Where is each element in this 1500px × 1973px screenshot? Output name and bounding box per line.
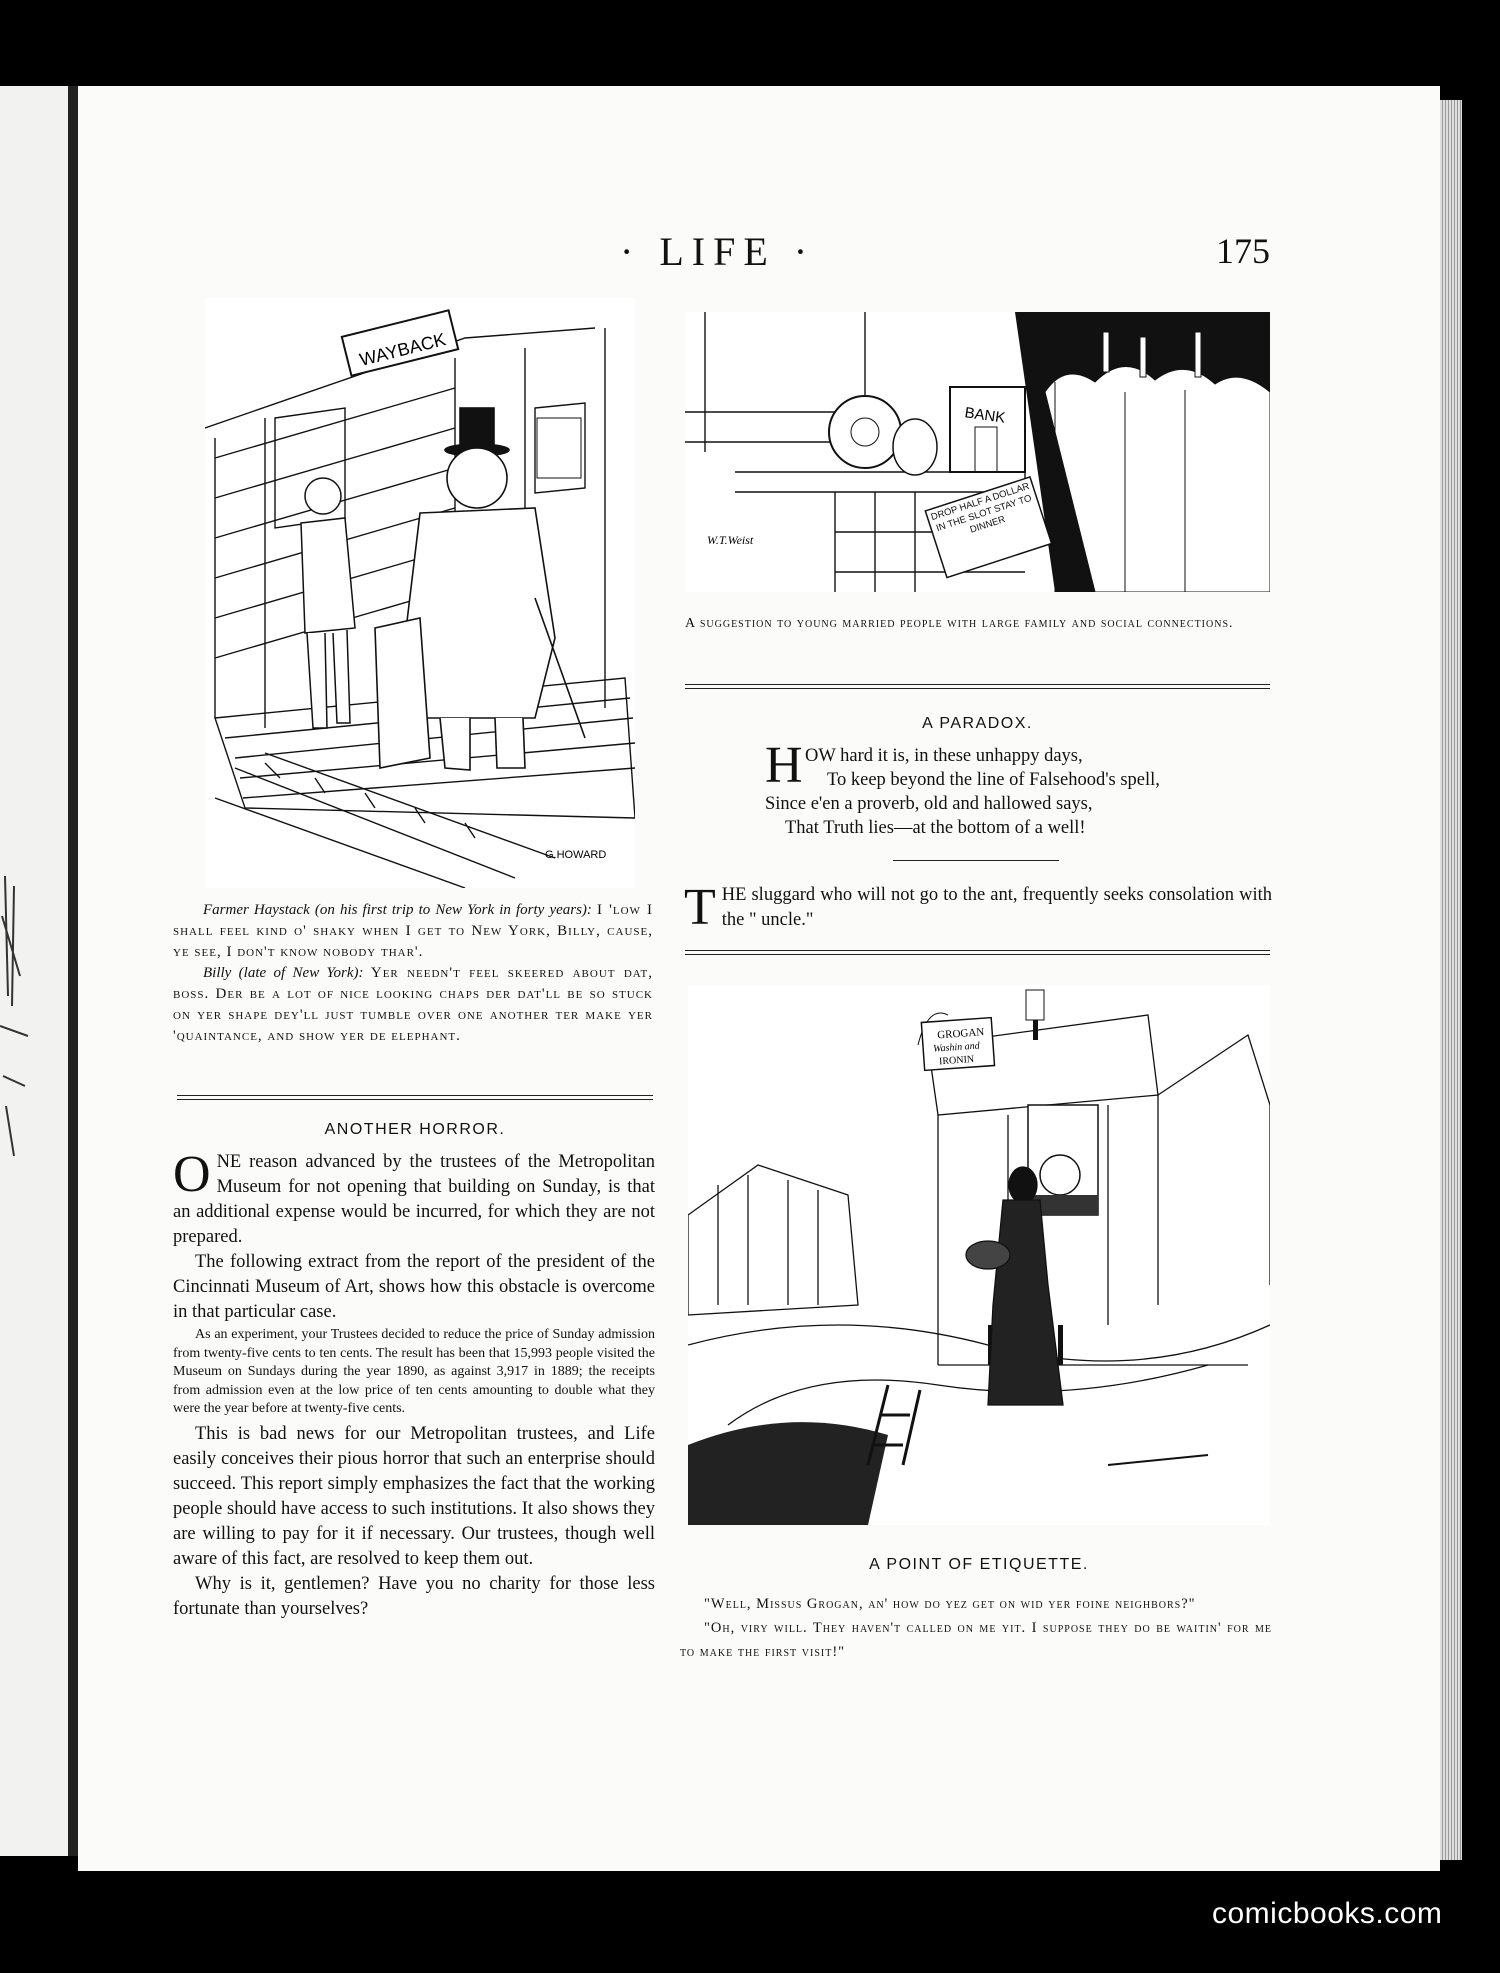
farmer-station-illustration xyxy=(205,298,635,888)
grogan-sign-line-3: IRONIN xyxy=(938,1053,975,1068)
farmer-dialogue-caption xyxy=(173,900,653,1047)
grogan-sign-line-1: GROGAN xyxy=(936,1026,985,1042)
billy-line: Yer needn't feel skeered about dat, boss. Der be a lot of nice looking chaps der dat'll be so stuck on yer shape dey'll just tumble over one another ter make yer 'quaintance, and show yer de elephant. xyxy=(173,965,653,1044)
suggestion-caption: A suggestion to young married people with large family and social connections. xyxy=(685,616,1234,631)
bank-suggestion-illustration xyxy=(685,312,1270,592)
paradox-line-1: OW hard it is, in these unhappy days, xyxy=(805,746,1083,766)
signature-weist: W.T.Weist xyxy=(707,533,754,547)
page-number: 175 xyxy=(1216,231,1270,271)
sluggard-text: HE sluggard who will not go to the ant, frequently seeks consolation with the " uncle." xyxy=(721,885,1272,930)
section-rule xyxy=(685,684,1270,689)
previous-page-edge xyxy=(0,86,68,1856)
etiquette-heading: A POINT OF ETIQUETTE. xyxy=(869,1556,1089,1573)
another-horror-para-4: Why is it, gentlemen? Have you no charity for those less fortunate than yourselves? xyxy=(173,1573,655,1619)
previous-page-sketch xyxy=(0,876,30,1176)
paradox-line-3: Since e'en a proverb, old and hallowed says, xyxy=(765,794,1093,814)
another-horror-para-1: NE reason advanced by the trustees of the Metropolitan Museum for not opening that building on Sunday, is that an additional expense would be incurred, for which they are not prepared. xyxy=(173,1152,655,1247)
section-rule xyxy=(685,950,1270,955)
artist-signature-howard: G.HOWARD xyxy=(545,849,607,861)
watermark-text: comicbooks.com xyxy=(1212,1897,1443,1930)
grogan-etiquette-illustration xyxy=(688,985,1270,1525)
another-horror-dropcap: O xyxy=(173,1146,211,1203)
paradox-line-4: That Truth lies—at the bottom of a well! xyxy=(785,818,1086,838)
grogan-sign-line-2: Washin and xyxy=(932,1040,981,1055)
running-head: · LIFE · xyxy=(620,229,816,274)
another-horror-para-3: This is bad news for our Metropolitan trustees, and Life easily conceives their pious horror that such an enterprise should succeed. This report simply emphasizes the fact that the working people should have access to such institutions. It also shows they are willing to pay for it if necessary. Our trustees, though well aware of this fact, are resolved to keep them out. xyxy=(173,1423,655,1569)
paradox-line-2: To keep beyond the line of Falsehood's spell, xyxy=(827,770,1160,790)
etiquette-line-1: "Well, Missus Grogan, an' how do yez get on wid yer foine neighbors?" xyxy=(704,1596,1196,1612)
bank-label: BANK xyxy=(963,404,1007,427)
book-spine xyxy=(68,86,78,1856)
sluggard-dropcap: T xyxy=(684,879,716,936)
section-rule xyxy=(177,1095,653,1100)
another-horror-article xyxy=(173,1146,655,1622)
farmer-speaker: Farmer Haystack (on his first trip to New York in forty years): xyxy=(203,902,592,918)
wayback-sign: WAYBACK xyxy=(357,329,448,370)
paradox-dropcap: H xyxy=(765,737,803,794)
billy-speaker: Billy (late of New York): xyxy=(203,965,364,981)
etiquette-line-2: "Oh, viry will. They haven't called on me yit. I suppose they do be waitin' for me to make the first visit!" xyxy=(680,1620,1272,1660)
etiquette-dialogue-caption xyxy=(680,1592,1272,1664)
paradox-poem xyxy=(765,737,1235,840)
bank-slot-card: DROP HALF A DOLLAR IN THE SLOT STAY TO DINNER xyxy=(929,480,1034,536)
another-horror-heading: ANOTHER HORROR. xyxy=(324,1121,506,1138)
page-stack-edge xyxy=(1440,100,1462,1860)
short-rule xyxy=(893,860,1059,861)
another-horror-para-2: The following extract from the report of the president of the Cincinnati Museum of Art, shows how this obstacle is overcome in that particular case. xyxy=(173,1252,655,1322)
cincinnati-report-quote: As an experiment, your Trustees decided to reduce the price of Sunday admission from twenty-five cents to ten cents. The result has been that 15,993 people visited the Museum on Sundays during the year 1890, as against 3,917 in 1889; the receipts from admission even at the low price of ten cents amounting to double what they were the year before at twenty-five cents. xyxy=(173,1327,655,1416)
paradox-heading: A PARADOX. xyxy=(922,715,1033,732)
farmer-line: I 'low I shall feel kind o' shaky when I get to New York, Billy, cause, ye see, I don't know nobody thar'. xyxy=(173,902,653,960)
sluggard-item xyxy=(684,879,1272,936)
